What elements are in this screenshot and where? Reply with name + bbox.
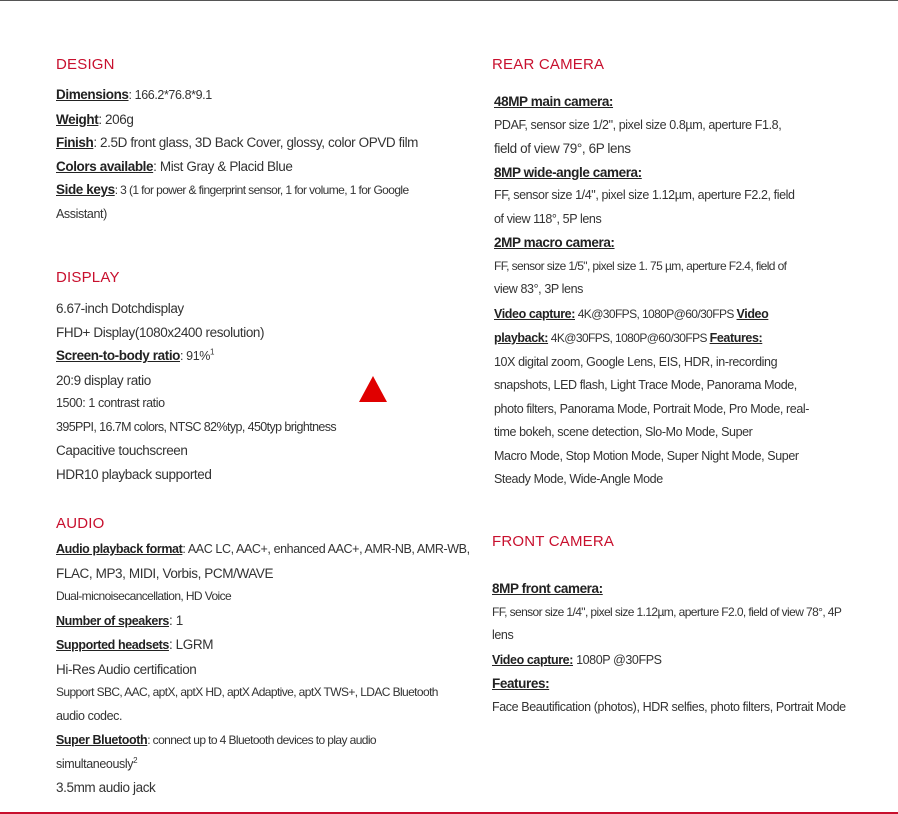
front-camera-value: FF, sensor size 1/4", pixel size 1.12µm, aperture F2.0, field of view 78°, 4P [492, 604, 842, 619]
headsets-row [56, 633, 436, 658]
rear-camera-specs [494, 90, 824, 492]
front-video-capture-label: Video capture: [492, 652, 573, 667]
headsets-label: Supported headsets [56, 638, 169, 652]
wide-camera-value: FF, sensor size 1/4", pixel size 1.12µm, aperture F2.2, field [494, 188, 795, 202]
bluetooth-codecs-cont: audio codec. [56, 708, 123, 723]
side-keys-row [56, 178, 436, 203]
display-contrast: 1500: 1 contrast ratio [56, 396, 165, 410]
audio-format-row [56, 537, 470, 562]
video-playback-value: 4K@30FPS, 1080P@60/30FPS [548, 331, 710, 345]
display-hdr: HDR10 playback supported [56, 466, 212, 482]
wide-camera-label: 8MP wide-angle camera: [494, 164, 642, 180]
finish-label: Finish [56, 135, 94, 150]
video-capture-value: 4K@30FPS, 1080P@60/30FPS [575, 306, 737, 321]
front-camera-heading: FRONT CAMERA [492, 533, 615, 550]
super-bluetooth-label: Super Bluetooth [56, 733, 148, 747]
speakers-label: Number of speakers [56, 613, 169, 628]
speakers-value: : 1 [169, 612, 183, 628]
display-size: 6.67-inch Dotchdisplay [56, 301, 184, 316]
main-camera-label: 48MP main camera: [494, 94, 614, 109]
main-camera-value-cont: field of view 79°, 6P lens [494, 141, 631, 156]
rear-features-line-1: 10X digital zoom, Google Lens, EIS, HDR, in-recording [494, 354, 778, 369]
wide-camera-value-cont: of view 118°, 5P lens [494, 211, 602, 226]
audio-voice: Dual-micnoisecancellation, HD Voice [56, 589, 232, 603]
video-playback-label-1: Video [736, 306, 769, 321]
display-aspect: 20:9 display ratio [56, 372, 151, 388]
dimensions-row [56, 83, 436, 108]
audio-heading: AUDIO [56, 515, 105, 532]
screen-ratio-row [56, 344, 436, 369]
display-touch: Capacitive touchscreen [56, 443, 188, 458]
colors-row [56, 155, 436, 179]
super-bluetooth-row [56, 728, 436, 753]
macro-camera-value: FF, sensor size 1/5", pixel size 1. 75 µm, aperture F2.4, field of [494, 258, 787, 273]
display-resolution: FHD+ Display(1080x2400 resolution) [56, 324, 265, 340]
audio-format-label: Audio playback format [56, 542, 183, 556]
front-camera-label: 8MP front camera: [492, 581, 603, 596]
audio-specs [56, 537, 470, 800]
colors-label: Colors available [56, 158, 154, 174]
weight-value: : 206g [98, 111, 134, 127]
side-keys-value-cont: Assistant) [56, 206, 107, 221]
side-keys-label: Side keys [56, 182, 115, 197]
hires-audio: Hi-Res Audio certification [56, 661, 197, 677]
colors-value: : Mist Gray & Placid Blue [153, 158, 293, 174]
super-bluetooth-cont-text: simultaneously [56, 756, 134, 771]
audio-jack: 3.5mm audio jack [56, 780, 156, 795]
dimensions-label: Dimensions [56, 87, 129, 102]
weight-label: Weight [56, 111, 99, 127]
design-heading: DESIGN [56, 56, 115, 73]
scroll-to-top-triangle-icon[interactable] [359, 376, 387, 402]
rear-features-line-3: photo filters, Panorama Mode, Portrait Mode, Pro Mode, real- [494, 401, 810, 416]
footnote-1: 1 [209, 347, 215, 357]
super-bluetooth-cont [56, 753, 436, 777]
footnote-2: 2 [133, 755, 138, 765]
video-row [494, 302, 824, 327]
dimensions-value: : 166.2*76.8*9.1 [128, 88, 212, 102]
audio-format-value: : AAC LC, AAC+, enhanced AAC+, AMR-NB, AMR-WB, [182, 542, 470, 556]
front-video-row [492, 648, 882, 673]
rear-features-line-4: time bokeh, scene detection, Slo-Mo Mode, Super [494, 425, 753, 439]
rear-features-line-5: Macro Mode, Stop Motion Mode, Super Night Mode, Super [494, 448, 799, 463]
screen-ratio-value: : 91% [180, 349, 210, 363]
bluetooth-codecs: Support SBC, AAC, aptX, aptX HD, aptX Adaptive, aptX TWS+, LDAC Bluetooth [56, 685, 438, 699]
macro-camera-value-cont: view 83°, 3P lens [494, 282, 583, 296]
rear-features-label: Features: [709, 331, 763, 345]
video-row-2 [494, 326, 824, 351]
front-features-label: Features: [492, 676, 550, 691]
video-capture-label: Video capture: [494, 306, 575, 321]
rear-features-line-2: snapshots, LED flash, Light Trace Mode, Panorama Mode, [494, 378, 797, 392]
front-camera-specs [492, 577, 882, 719]
video-playback-label-2: playback: [494, 331, 549, 345]
design-specs [56, 83, 436, 226]
screen-ratio-label: Screen-to-body ratio [56, 348, 181, 363]
headsets-value: : LGRM [168, 637, 214, 652]
main-camera-value: PDAF, sensor size 1/2", pixel size 0.8µm, aperture F1.8, [494, 117, 782, 132]
finish-value: : 2.5D front glass, 3D Back Cover, glossy, color OPVD film [93, 135, 419, 150]
audio-format-value-cont: FLAC, MP3, MIDI, Vorbis, PCM/WAVE [56, 565, 274, 581]
front-features-value: Face Beautification (photos), HDR selfies, photo filters, Portrait Mode [492, 699, 846, 714]
front-video-capture-value: 1080P @30FPS [573, 652, 662, 667]
weight-row [56, 108, 436, 132]
finish-row [56, 131, 436, 155]
macro-camera-label: 2MP macro camera: [494, 235, 615, 250]
speakers-row [56, 609, 436, 634]
display-ppi: 395PPI, 16.7M colors, NTSC 82%typ, 450typ brightness [56, 419, 337, 434]
front-camera-value-cont: lens [492, 628, 514, 642]
display-heading: DISPLAY [56, 269, 120, 286]
top-divider [0, 0, 898, 1]
rear-camera-heading: REAR CAMERA [492, 56, 605, 73]
side-keys-value: : 3 (1 for power & fingerprint sensor, 1 for volume, 1 for Google [114, 183, 409, 197]
rear-features-line-6: Steady Mode, Wide-Angle Mode [494, 472, 663, 486]
super-bluetooth-value: : connect up to 4 Bluetooth devices to play audio [147, 733, 376, 747]
